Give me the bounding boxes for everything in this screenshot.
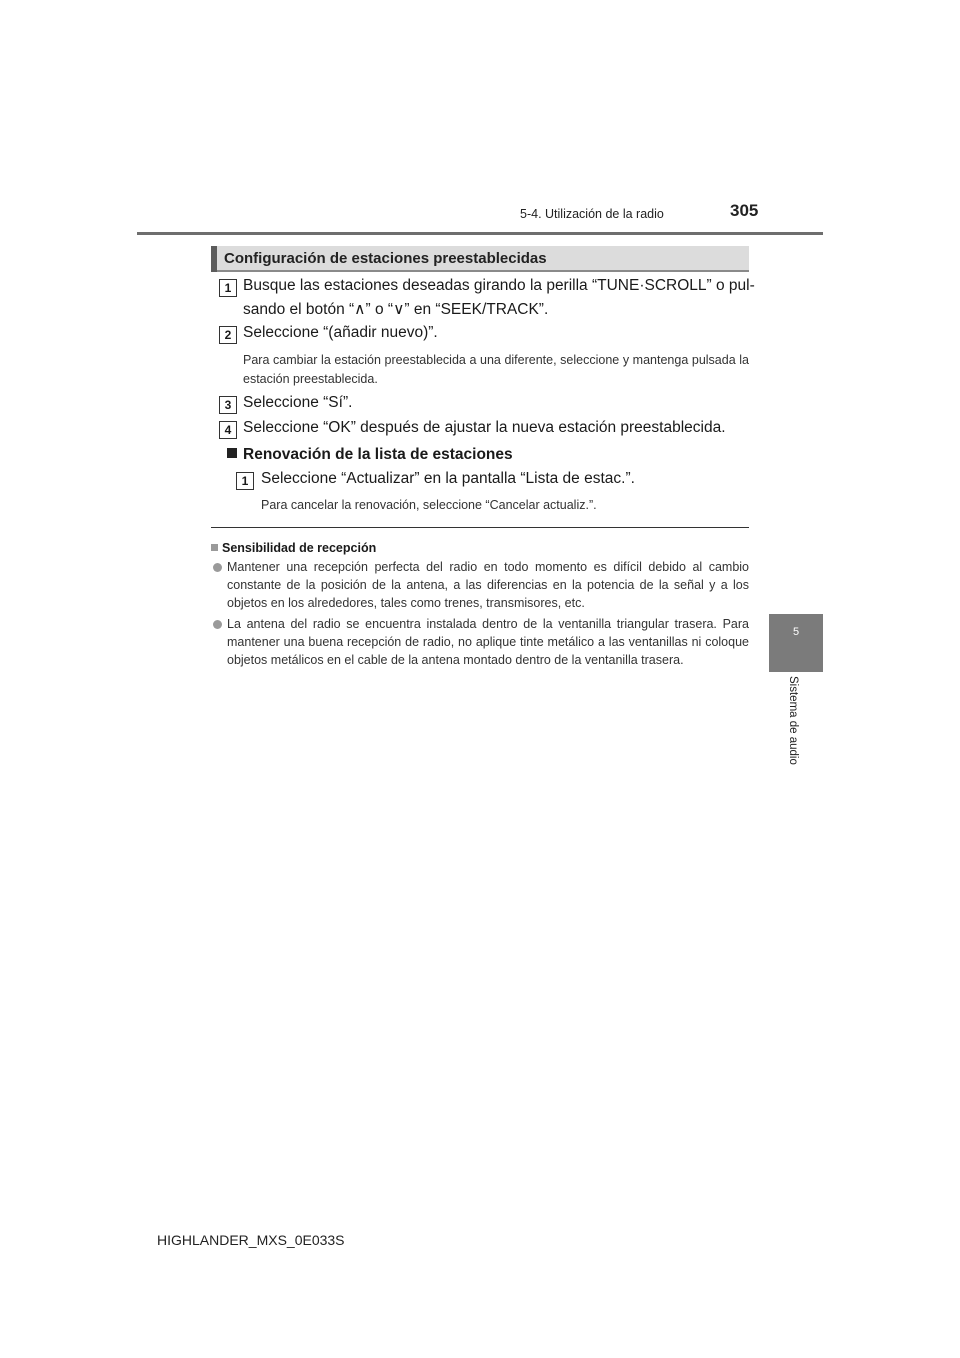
running-header-section: 5-4. Utilización de la radio bbox=[520, 207, 664, 221]
header-rule bbox=[137, 232, 823, 235]
info-heading bbox=[211, 541, 376, 555]
step-3-text: Seleccione “Sí”. bbox=[243, 394, 353, 411]
bullet-dot-icon bbox=[213, 620, 222, 629]
subsection-step-text: Seleccione “Actualizar” en la pantalla “Lista de estac.”. bbox=[261, 470, 635, 487]
document-code: HIGHLANDER_MXS_0E033S bbox=[157, 1232, 345, 1248]
square-bullet-icon bbox=[227, 448, 237, 458]
subsection-heading bbox=[227, 446, 513, 464]
step-1-line-1: Busque las estaciones deseadas girando la perilla “TUNE·SCROLL” o pul- bbox=[243, 277, 755, 294]
chapter-tab-number: 5 bbox=[792, 626, 800, 638]
step-number-badge: 1 bbox=[219, 279, 237, 297]
info-heading-text: Sensibilidad de recepción bbox=[222, 541, 377, 555]
step-number-badge: 4 bbox=[219, 421, 237, 439]
bullet-dot-icon bbox=[213, 563, 222, 572]
chapter-tab bbox=[769, 614, 823, 672]
step-1-line-2: sando el botón “∧” o “∨” en “SEEK/TRACK”. bbox=[243, 301, 549, 318]
step-2-note: Para cambiar la estación preestablecida a una diferente, seleccione y mantenga pulsada la estación preestablecida. bbox=[243, 353, 749, 386]
subsection-heading-text: Renovación de la lista de estaciones bbox=[243, 446, 513, 463]
info-bullet-2: La antena del radio se encuentra instalada dentro de la ventanilla triangular trasera. Para mantener una buena recepción de radio, no aplique tinte metálico a las ventanillas ni coloque objetos metálicos en el cable de la antena montado dentro de la ventanilla trasera. bbox=[227, 617, 749, 667]
step-4-text: Seleccione “OK” después de ajustar la nueva estación preestablecida. bbox=[243, 419, 726, 436]
section-title: Configuración de estaciones preestablecidas bbox=[224, 250, 547, 267]
chapter-tab-label: Sistema de audio bbox=[787, 676, 799, 765]
square-bullet-icon bbox=[211, 544, 218, 551]
step-number-badge: 2 bbox=[219, 326, 237, 344]
section-divider bbox=[211, 527, 749, 528]
info-bullet-1: Mantener una recepción perfecta del radio en todo momento es difícil debido al cambio constante de la posición de la antena, a las diferencias en la potencia de la señal y a los objetos en los alrededores, tales como trenes, transmisores, etc. bbox=[227, 560, 749, 610]
step-number-badge: 1 bbox=[236, 472, 254, 490]
step-number-badge: 3 bbox=[219, 396, 237, 414]
section-title-accent bbox=[211, 246, 217, 272]
page-number: 305 bbox=[730, 201, 759, 220]
step-2-text: Seleccione “(añadir nuevo)”. bbox=[243, 324, 438, 341]
subsection-step-note: Para cancelar la renovación, seleccione “Cancelar actualiz.”. bbox=[261, 498, 597, 512]
